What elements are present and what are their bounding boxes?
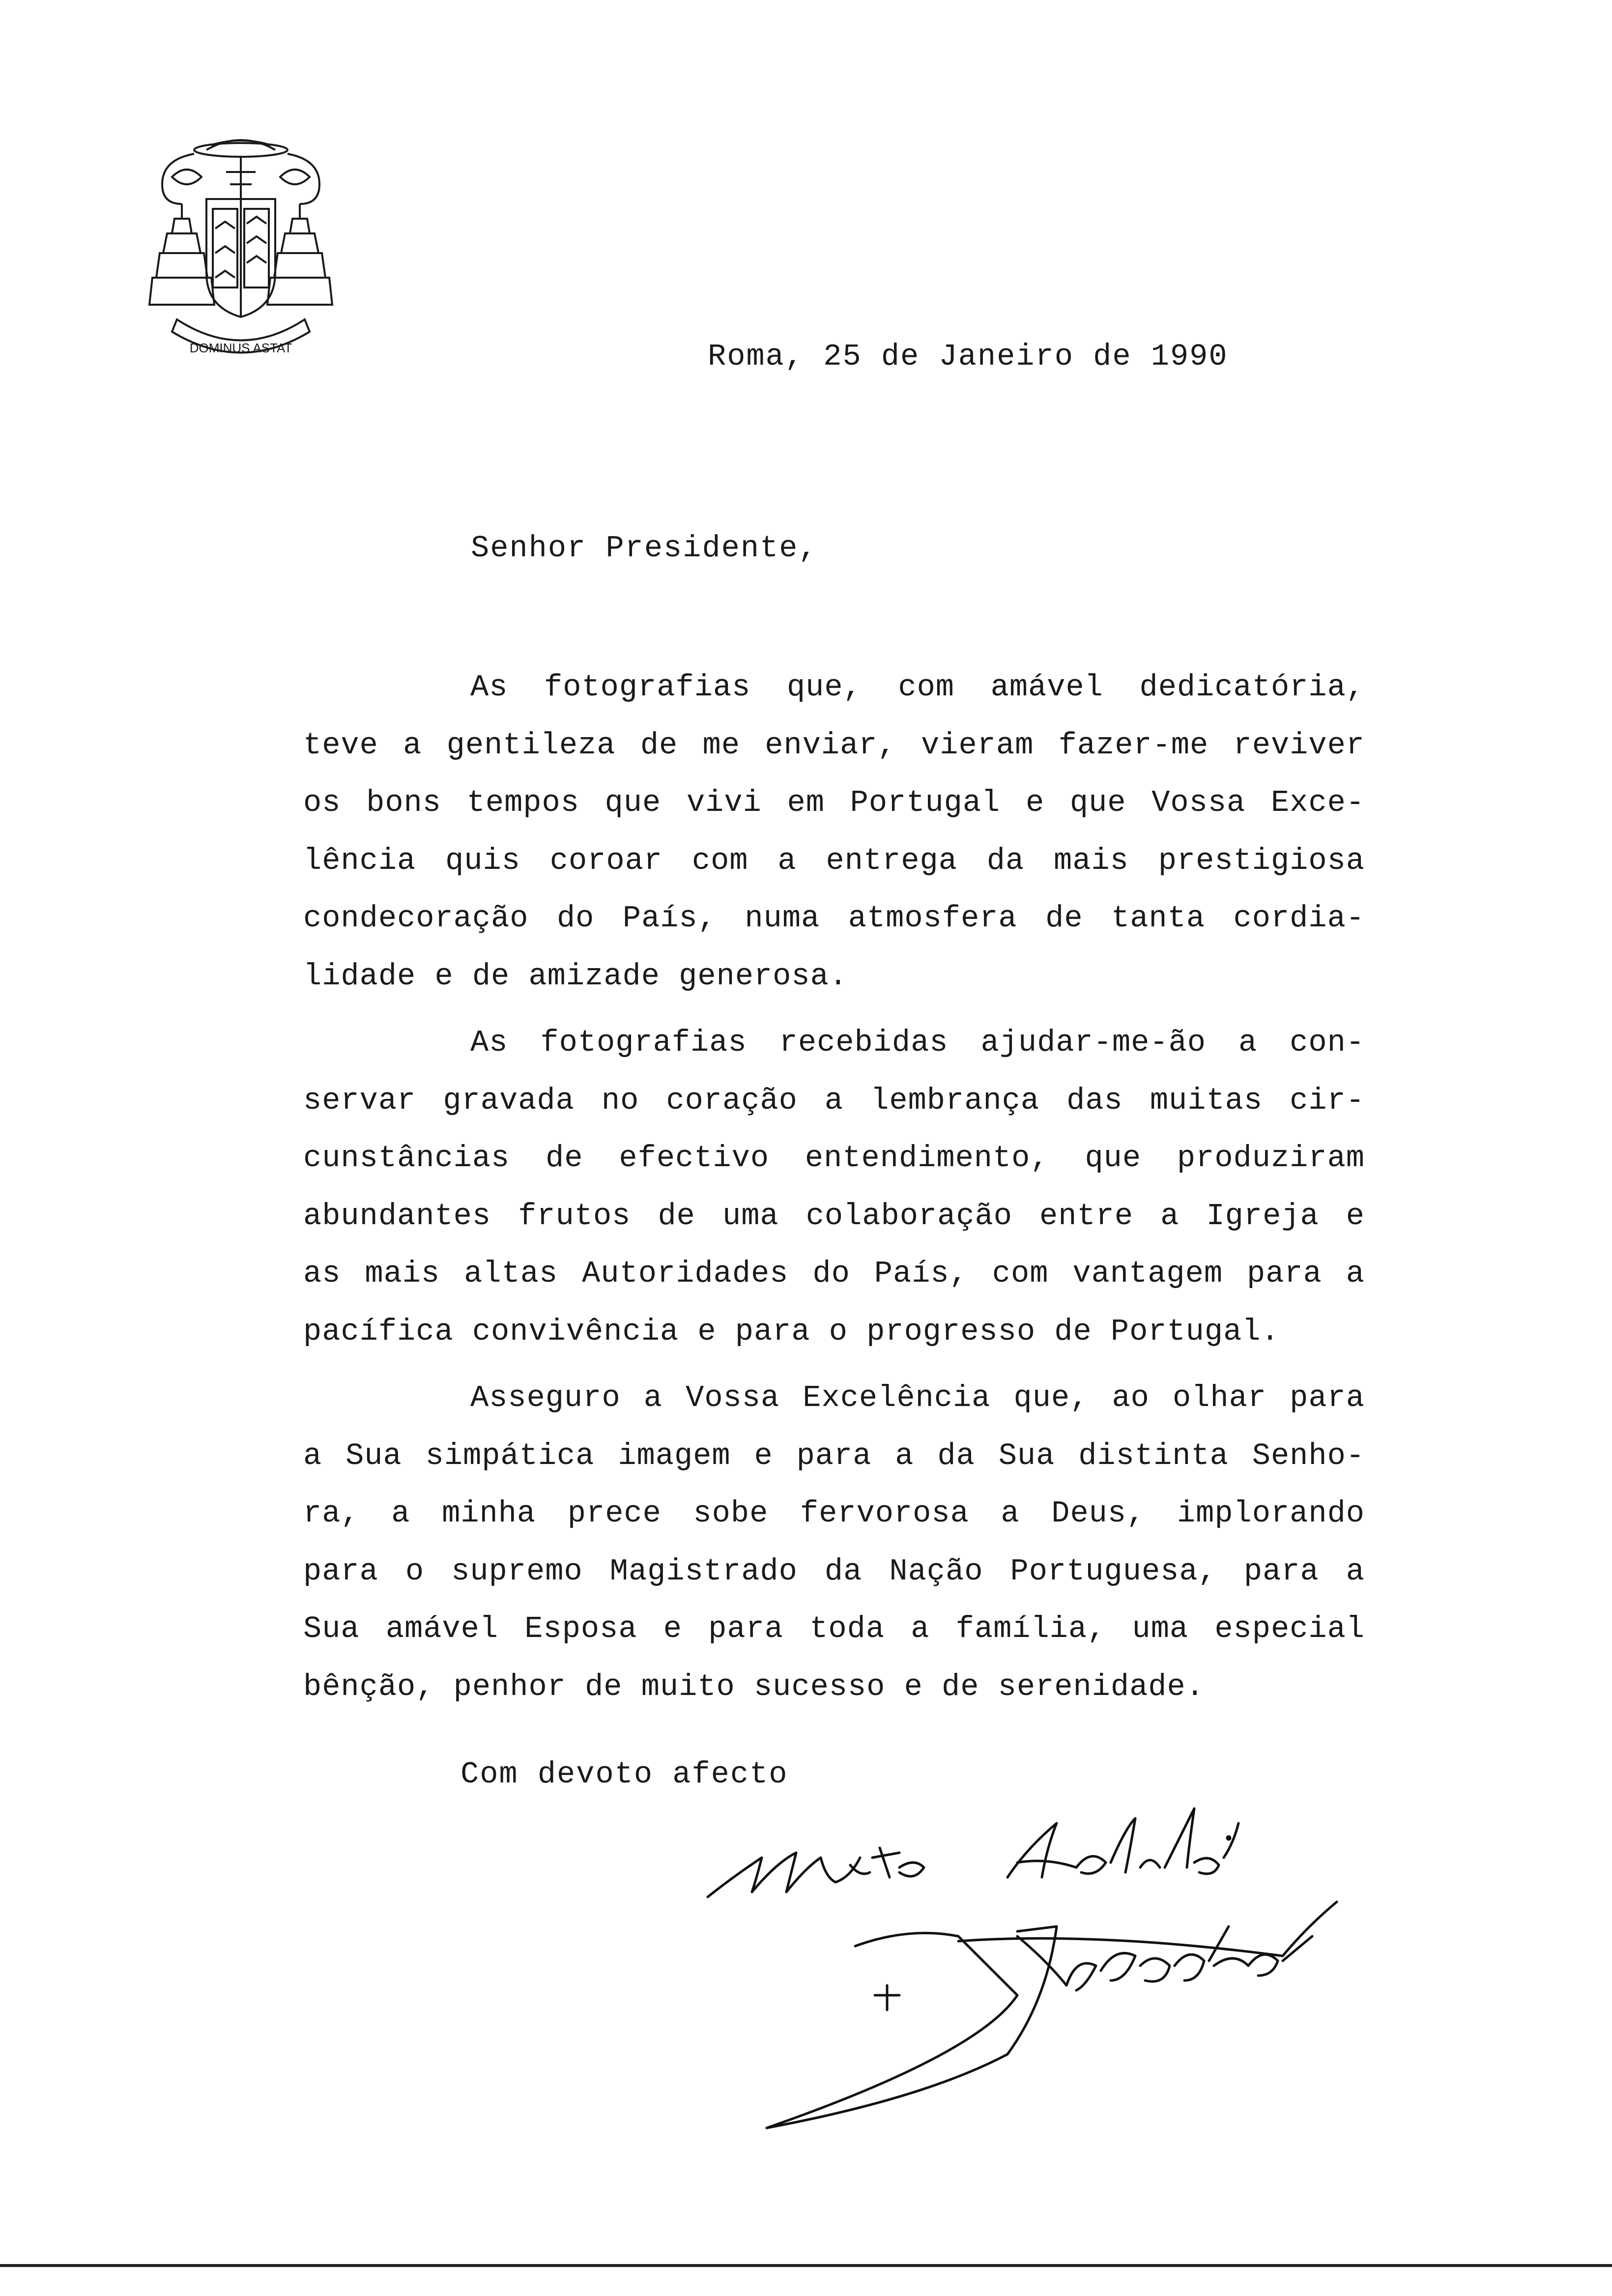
letter-salutation: Senhor Presidente, [471, 531, 818, 566]
page-bottom-rule [0, 2264, 1612, 2267]
text-line: a Sua simpática imagem e para a da Sua distinta Senho- [303, 1438, 1365, 1473]
text-line: servar gravada no coração a lembrança das muitas cir- [303, 1083, 1365, 1118]
paragraph-3 [303, 1369, 1365, 1716]
text-line: abundantes frutos de uma colaboração entre a Igreja e [303, 1198, 1365, 1234]
text-line: Sua amável Esposa e para toda a família, uma especial [303, 1611, 1365, 1646]
letter-closing: Com devoto afecto [461, 1757, 788, 1792]
handwritten-signature [703, 1779, 1469, 2133]
text-line: os bons tempos que vivi em Portugal e que Vossa Exce- [303, 785, 1365, 820]
letter-date: Roma, 25 de Janeiro de 1990 [708, 339, 1228, 374]
paragraph-2 [303, 1014, 1365, 1360]
text-line: lidade e de amizade generosa. [303, 958, 848, 994]
text-line: Asseguro a Vossa Excelência que, ao olhar para [470, 1380, 1365, 1415]
text-line: pacífica convivência e para o progresso de Portugal. [303, 1314, 1280, 1349]
coat-of-arms-icon [143, 130, 339, 371]
text-line: ra, a minha prece sobe fervorosa a Deus, implorando [303, 1496, 1365, 1531]
letter-body [303, 659, 1365, 1724]
text-line: teve a gentileza de me enviar, vieram fazer-me reviver [303, 727, 1365, 763]
text-line: cunstâncias de efectivo entendimento, que produziram [303, 1141, 1365, 1176]
text-line: As fotografias que, com amável dedicatória, [470, 670, 1365, 705]
text-line: As fotografias recebidas ajudar-me-ão a con- [470, 1025, 1365, 1060]
text-line: para o supremo Magistrado da Nação Portuguesa, para a [303, 1553, 1365, 1589]
crest-motto: DOMINUS ASTAT [189, 341, 292, 355]
text-line: bênção, penhor de muito sucesso e de serenidade. [303, 1669, 1205, 1704]
text-line: condecoração do País, numa atmosfera de tanta cordia- [303, 901, 1365, 936]
text-line: as mais altas Autoridades do País, com vantagem para a [303, 1256, 1365, 1291]
text-line: lência quis coroar com a entrega da mais prestigiosa [303, 843, 1365, 878]
paragraph-1 [303, 659, 1365, 1005]
